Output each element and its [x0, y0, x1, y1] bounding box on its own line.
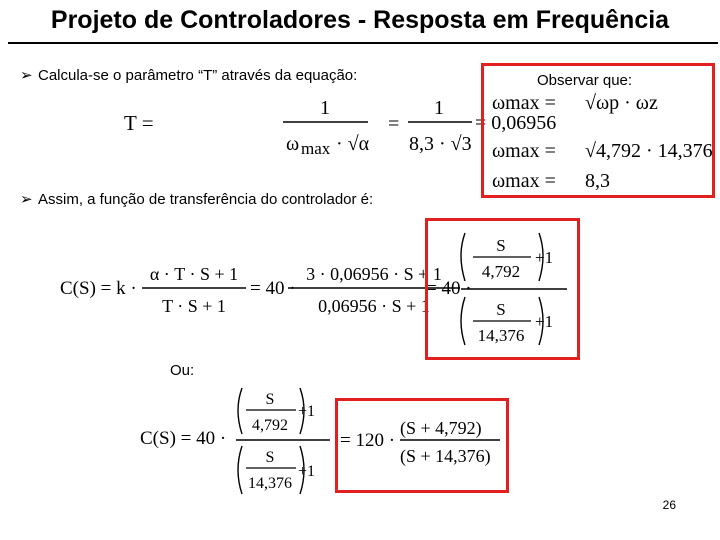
eq-T-num1: 1: [320, 97, 330, 119]
eq-C1-eq2: = 40 ·: [250, 278, 296, 299]
eq-omega-3-rhs: 8,3: [585, 170, 610, 192]
eq-C2-s-num: S: [265, 391, 275, 408]
eq-T-equals: =: [388, 113, 400, 135]
eq-omega-3-lhs: ωmax =: [492, 170, 556, 192]
eq-T-den1-omega: ω: [286, 133, 300, 155]
eq-C2-num: (S + 4,792): [400, 418, 482, 438]
eq-C1-den1: T · S + 1: [162, 296, 226, 316]
bullet-text: Assim, a função de transferência do controlador é:: [38, 191, 374, 208]
arrow-bullet-icon: ➢: [20, 67, 33, 84]
eq-C2-zero: 4,792: [252, 417, 288, 434]
eq-C1-eq3: = 40 ·: [426, 278, 472, 299]
eq-C1-plus1-bottom: +1: [535, 312, 554, 331]
eq-C2-eq: = 120 ·: [340, 430, 396, 451]
eq-C2-s-den: S: [265, 449, 275, 466]
eq-C1-den2: 0,06956 · S + 1: [318, 296, 430, 316]
equation-T: [120, 92, 480, 162]
eq-omega-1-lhs: ωmax =: [492, 92, 556, 114]
left-paren: [461, 233, 465, 281]
left-paren: [238, 388, 242, 434]
eq-C2-plus1-top: +1: [298, 403, 316, 420]
eq-omega-2-rhs: √4,792 · 14,376: [585, 140, 713, 162]
eq-C1-s-num: S: [496, 236, 506, 255]
eq-T-result: = 0,06956: [475, 112, 557, 134]
bullet-transfer-function: [20, 190, 373, 208]
equation-CS-1-normalized: [455, 225, 577, 355]
eq-C1-s-den: S: [496, 300, 506, 319]
eq-C1-zero: 4,792: [481, 262, 521, 281]
eq-T-den2: 8,3 · √3: [409, 133, 472, 155]
eq-T-num2: 1: [434, 97, 444, 119]
title-underline: [8, 42, 718, 44]
eq-C2-lhs: C(S) = 40 ·: [140, 428, 227, 449]
page-number: 26: [662, 498, 676, 512]
or-label: Ou:: [170, 362, 195, 379]
equation-CS-2: [140, 380, 340, 500]
eq-C1-num2: 3 · 0,06956 · S + 1: [306, 264, 442, 284]
equation-CS-2-final: [338, 404, 506, 488]
bullet-text: Calcula-se o parâmetro “T” através da equação:: [38, 67, 358, 84]
observe-label: Observar que:: [537, 72, 633, 89]
eq-T-den1-rest: · √α: [336, 133, 370, 155]
eq-C1-num1: α · T · S + 1: [149, 264, 239, 284]
bullet-calc-T: [20, 66, 357, 84]
eq-omega-2-lhs: ωmax =: [492, 140, 556, 162]
left-paren: [238, 446, 242, 494]
left-paren: [461, 297, 465, 345]
eq-C1-pole: 14,376: [477, 326, 525, 345]
eq-T-den1-sub: max: [301, 139, 331, 158]
eq-T-lhs: T =: [124, 111, 154, 135]
eq-C1-lhs: C(S) = k ·: [60, 278, 137, 299]
eq-C2-den: (S + 14,376): [400, 446, 491, 466]
slide-title: Projeto de Controladores - Resposta em Frequência: [50, 6, 670, 34]
arrow-bullet-icon: ➢: [20, 191, 33, 208]
eq-C2-plus1-bottom: +1: [298, 463, 316, 480]
eq-C2-pole: 14,376: [248, 475, 292, 492]
eq-C1-plus1-top: +1: [535, 248, 554, 267]
eq-omega-1-rhs: √ωp · ωz: [585, 92, 658, 114]
